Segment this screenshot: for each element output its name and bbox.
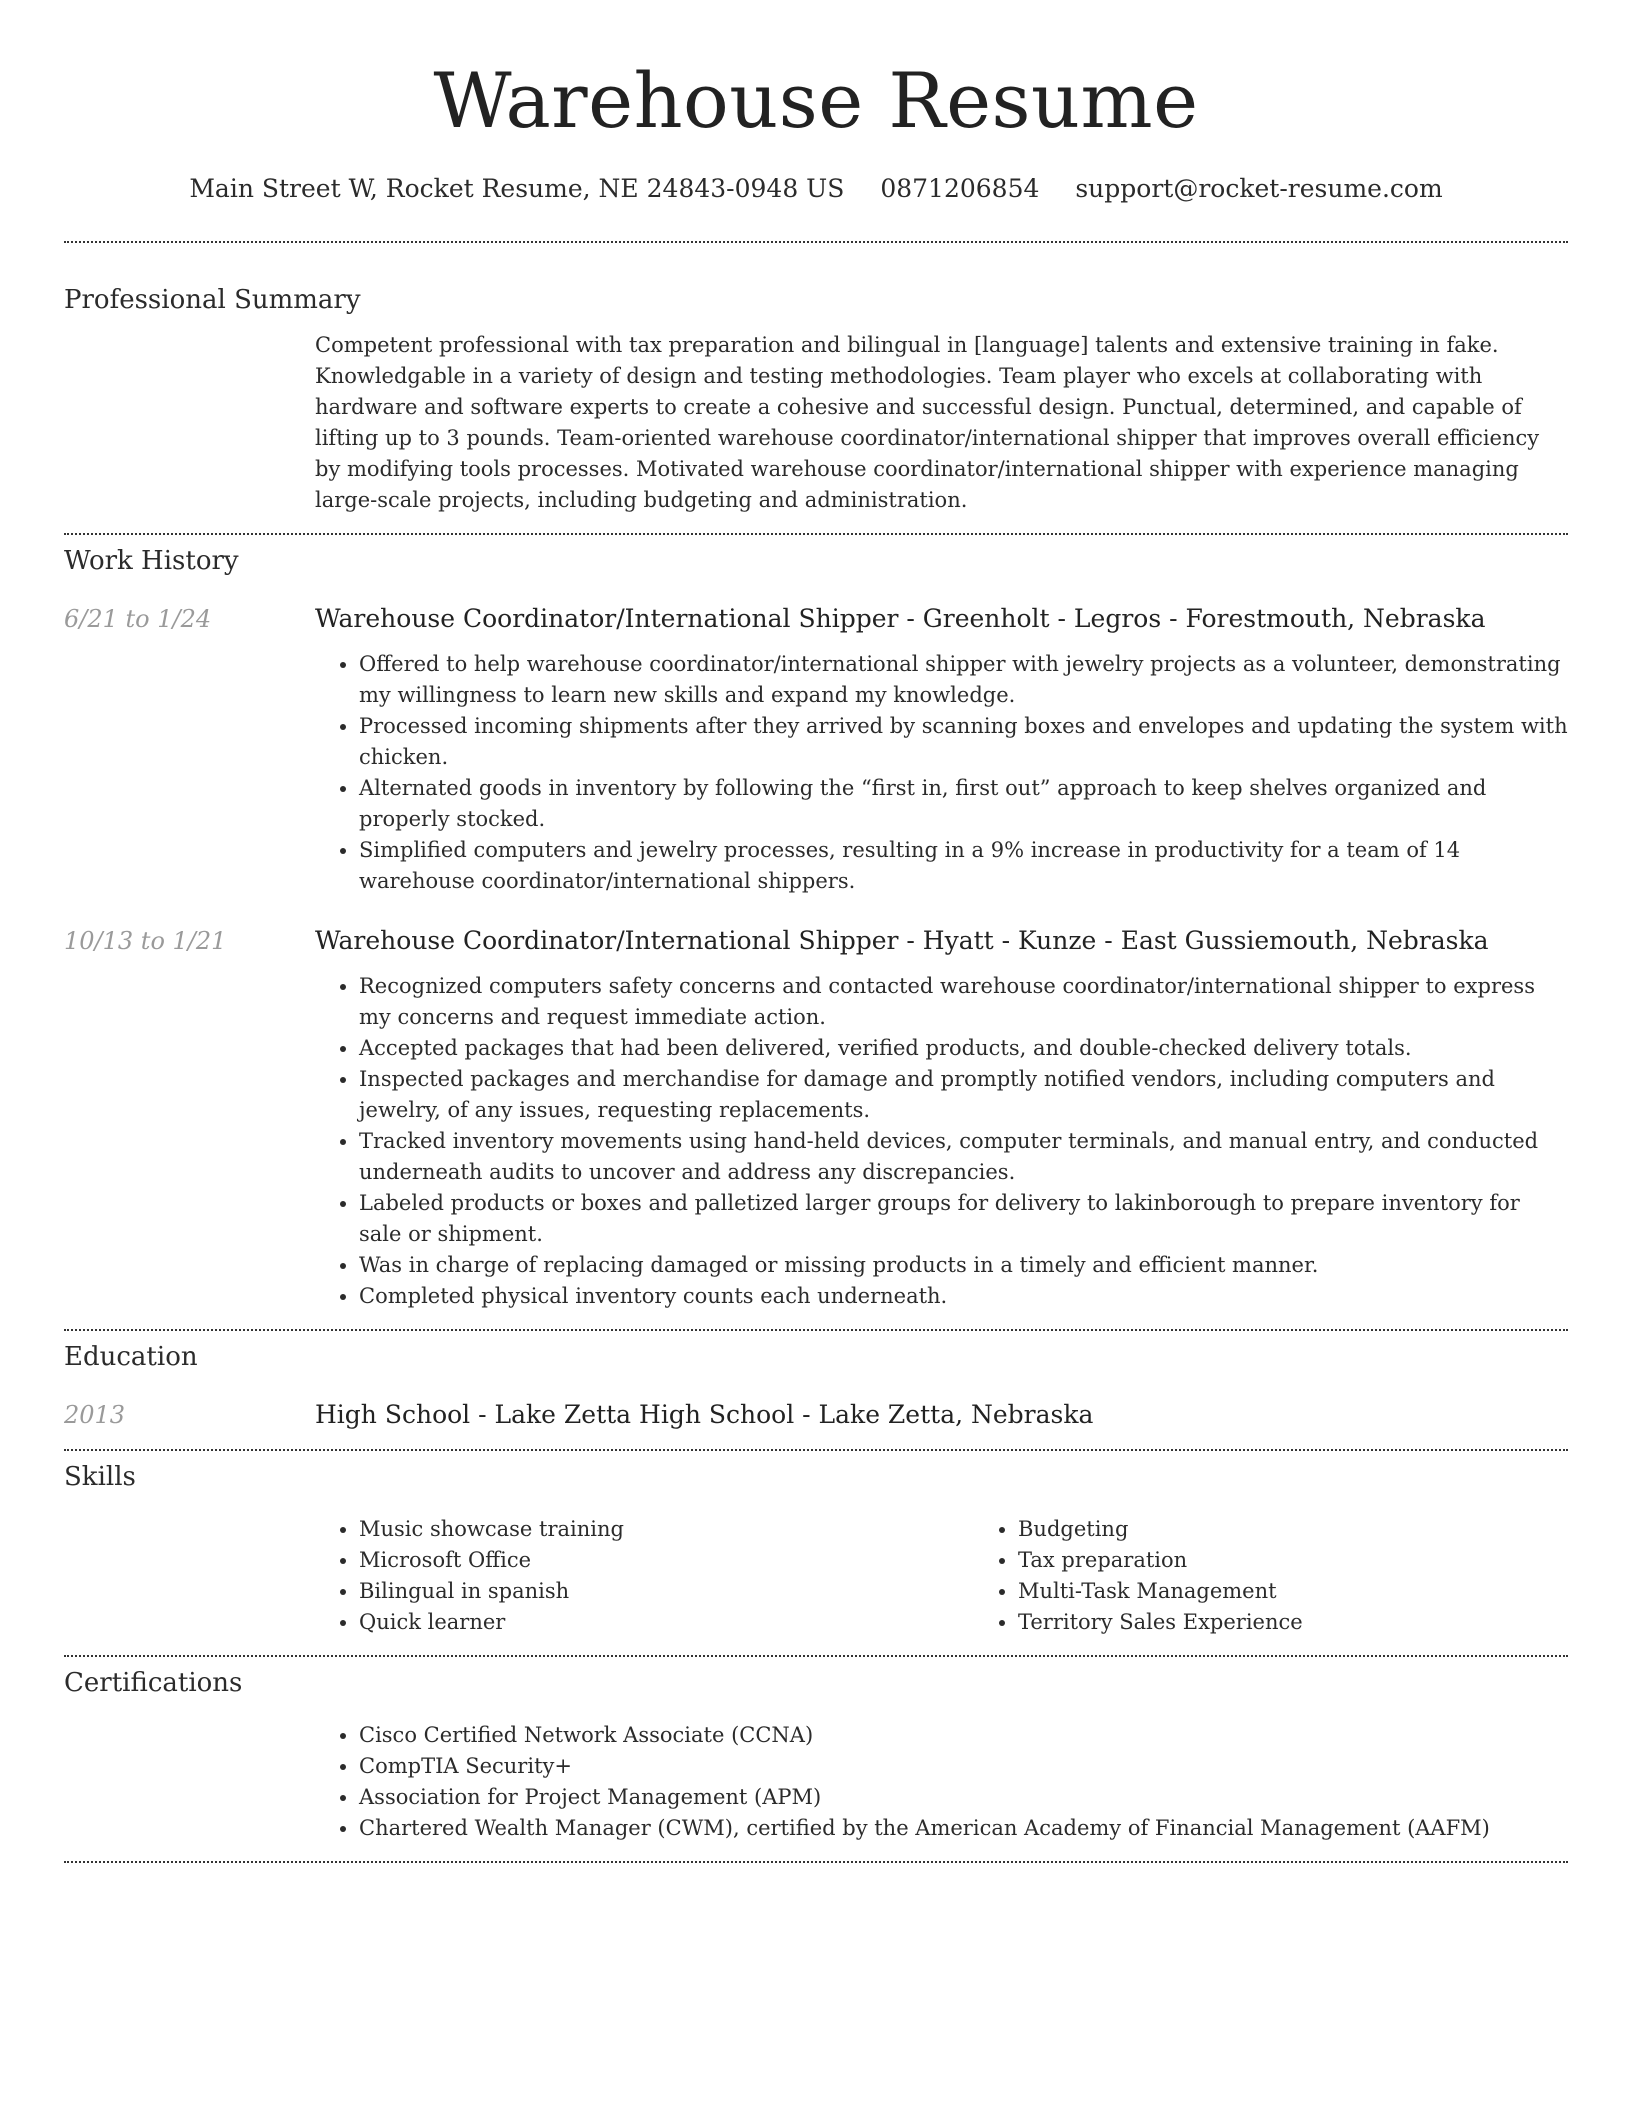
job-dates: 10/13 to 1/21 <box>64 927 227 955</box>
divider <box>64 1655 1568 1657</box>
job-bullets <box>315 649 1568 897</box>
skills-list-right <box>974 1514 1632 1638</box>
job-entry <box>64 602 1568 897</box>
list-item: • Completed physical inventory counts each underneath. <box>359 1281 1568 1312</box>
job-title: Warehouse Coordinator/International Shipper - Hyatt - Kunze - East Gussiemouth, Nebraska <box>315 926 1489 955</box>
certification-item: • Association for Project Management (APM) <box>359 1782 1568 1813</box>
skill-item: • Music showcase training <box>359 1514 974 1545</box>
skill-item: • Microsoft Office <box>359 1545 974 1576</box>
job-entry <box>64 924 1568 1312</box>
list-item: • Was in charge of replacing damaged or missing products in a timely and efficient manner. <box>359 1250 1568 1281</box>
contact-email: support@rocket-resume.com <box>1075 174 1443 203</box>
skill-item: • Multi-Task Management <box>1018 1576 1632 1607</box>
list-item: • Simplified computers and jewelry processes, resulting in a 9% increase in productivity for a team of 14 warehouse coordinator/international shippers. <box>359 835 1568 897</box>
divider <box>64 1329 1568 1331</box>
skill-item: • Quick learner <box>359 1607 974 1638</box>
list-item: • Alternated goods in inventory by following the “first in, first out” approach to keep shelves organized and properly stocked. <box>359 773 1568 835</box>
skill-item: • Bilingual in spanish <box>359 1576 974 1607</box>
skill-item: • Territory Sales Experience <box>1018 1607 1632 1638</box>
section-heading-skills: Skills <box>64 1462 136 1492</box>
section-heading-work: Work History <box>64 546 239 576</box>
list-item: • Offered to help warehouse coordinator/international shipper with jewelry projects as a volunteer, demonstrating my willingness to learn new skills and expand my knowledge. <box>359 649 1568 711</box>
divider <box>64 533 1568 535</box>
divider <box>64 241 1568 243</box>
list-item: • Recognized computers safety concerns and contacted warehouse coordinator/international shipper to express my concerns and request immediate action. <box>359 971 1568 1033</box>
contact-phone: 0871206854 <box>880 174 1040 203</box>
list-item: • Processed incoming shipments after they arrived by scanning boxes and envelopes and updating the system with chicken. <box>359 711 1568 773</box>
skills-list-left <box>315 1514 974 1638</box>
resume-page <box>64 0 1568 1863</box>
education-entry: High School - Lake Zetta High School - Lake Zetta, Nebraska <box>315 1400 1094 1429</box>
resume-title: Warehouse Resume <box>433 56 1199 145</box>
skills-section <box>64 1460 1568 1638</box>
summary-section <box>64 283 1568 516</box>
divider <box>64 1861 1568 1863</box>
certification-item: • CompTIA Security+ <box>359 1751 1568 1782</box>
contact-line <box>64 172 1568 206</box>
list-item: • Tracked inventory movements using hand-held devices, computer terminals, and manual entry, and conducted underneath audits to uncover and address any discrepancies. <box>359 1126 1568 1188</box>
education-section <box>64 1340 1568 1432</box>
job-dates: 6/21 to 1/24 <box>64 605 212 633</box>
list-item: • Accepted packages that had been delivered, verified products, and double-checked delivery totals. <box>359 1033 1568 1064</box>
list-item: • Labeled products or boxes and palletized larger groups for delivery to lakinborough to prepare inventory for sale or shipment. <box>359 1188 1568 1250</box>
divider <box>64 1449 1568 1451</box>
skill-item: • Tax preparation <box>1018 1545 1632 1576</box>
summary-text: Competent professional with tax preparation and bilingual in [language] talents and extensive training in fake. Knowledgable in a variety of design and testing methodologies. Team player who excels at collaborating with hardware and software experts to create a cohesive and successful design. Punctual, determined, and capable of lifting up to 3 pounds. Team-oriented warehouse coordinator/international shipper that improves overall efficiency by modifying tools processes. Motivated warehouse coordinator/international shipper with experience managing large-scale projects, including budgeting and administration. <box>315 333 1540 512</box>
list-item: • Inspected packages and merchandise for damage and promptly notified vendors, including computers and jewelry, of any issues, requesting replacements. <box>359 1064 1568 1126</box>
education-year: 2013 <box>64 1401 126 1429</box>
job-bullets <box>315 971 1568 1312</box>
skill-item: • Budgeting <box>1018 1514 1632 1545</box>
contact-address: Main Street W, Rocket Resume, NE 24843-0948 US <box>189 174 845 203</box>
job-title: Warehouse Coordinator/International Shipper - Greenholt - Legros - Forestmouth, Nebraska <box>315 604 1486 633</box>
work-history-section <box>64 544 1568 1312</box>
certification-item: • Cisco Certified Network Associate (CCNA) <box>359 1720 1568 1751</box>
certification-item: • Chartered Wealth Manager (CWM), certified by the American Academy of Financial Management (AAFM) <box>359 1813 1568 1844</box>
section-heading-education: Education <box>64 1342 198 1372</box>
certifications-section <box>64 1666 1568 1844</box>
certifications-list <box>315 1720 1568 1844</box>
section-heading-summary: Professional Summary <box>64 285 361 315</box>
section-heading-certifications: Certifications <box>64 1668 243 1698</box>
